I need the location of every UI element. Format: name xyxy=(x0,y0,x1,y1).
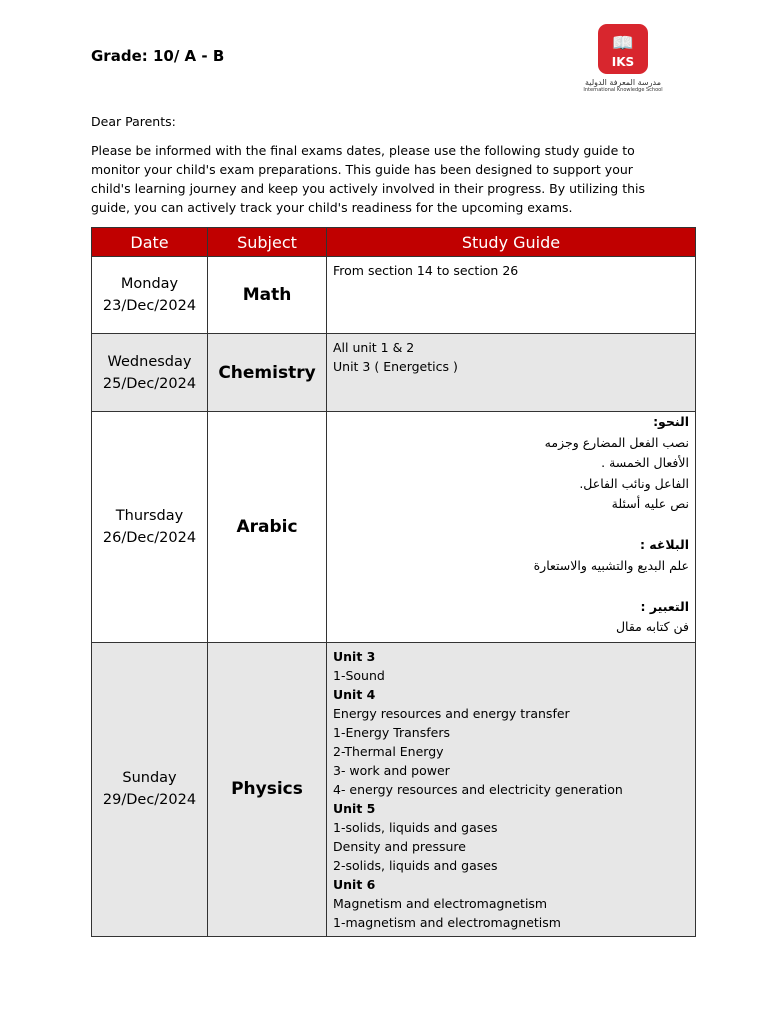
study-guide-line: Unit 5 xyxy=(333,800,376,816)
exam-schedule-table xyxy=(91,227,696,937)
column-header-date: Date xyxy=(92,228,208,257)
subject-cell: Chemistry xyxy=(208,334,327,412)
study-guide-line: الفاعل ونائب الفاعل. xyxy=(579,475,689,491)
exam-date-cell xyxy=(92,334,208,412)
subject-cell: Physics xyxy=(208,642,327,936)
table-row xyxy=(92,257,696,334)
exam-date: 26/Dec/2024 xyxy=(102,529,197,546)
greeting: Dear Parents: xyxy=(91,114,176,129)
subject-cell: Arabic xyxy=(208,412,327,643)
study-guide-line: Unit 4 xyxy=(333,686,376,702)
study-guide-line: 4- energy resources and electricity generation xyxy=(333,781,623,797)
study-guide-line xyxy=(333,515,689,536)
study-guide-line: All unit 1 & 2 xyxy=(333,340,415,355)
study-guide-line: 3- work and power xyxy=(333,762,450,778)
study-guide-line xyxy=(333,576,689,597)
study-guide-line: Unit 3 xyxy=(333,648,376,664)
study-guide-line: نصب الفعل المضارع وجزمه xyxy=(544,434,689,450)
exam-day: Thursday xyxy=(115,507,184,524)
study-guide-cell xyxy=(327,334,696,412)
study-guide-line: 1-solids, liquids and gases xyxy=(333,819,498,835)
study-guide-line: Unit 3 ( Energetics ) xyxy=(333,359,458,374)
table-row xyxy=(92,412,696,643)
study-guide-line: 1-Energy Transfers xyxy=(333,724,450,740)
study-guide-line: 1-magnetism and electromagnetism xyxy=(333,914,561,930)
study-guide-line: نص عليه أسئلة xyxy=(611,496,689,511)
exam-day: Monday xyxy=(120,276,179,292)
logo-initials: IKS xyxy=(611,55,635,69)
study-guide-line: النحو: xyxy=(653,414,689,429)
study-guide-cell xyxy=(327,412,696,643)
study-guide-line: التعبير : xyxy=(640,598,689,614)
exam-date-cell xyxy=(92,412,208,643)
study-guide-line: Energy resources and energy transfer xyxy=(333,705,570,721)
intro-paragraph: Please be informed with the final exams dates, please use the following study guide to monitor your child's exam preparations. This guide has been designed to support your child's learning journey and keep you actively involved in their progress. By utilizing this guide, you can actively track your child's readiness for the upcoming exams. xyxy=(91,143,646,215)
exam-day: Wednesday xyxy=(107,353,192,370)
study-guide-line: فن كتابه مقال xyxy=(615,619,689,634)
study-guide-line: From section 14 to section 26 xyxy=(333,263,519,278)
column-header-study-guide: Study Guide xyxy=(327,228,696,257)
study-guide-line: علم البديع والتشبيه والاستعارة xyxy=(533,557,689,573)
exam-date-cell xyxy=(92,257,208,334)
school-logo xyxy=(578,24,668,93)
exam-day: Sunday xyxy=(122,770,177,786)
exam-date: 29/Dec/2024 xyxy=(102,792,197,808)
exam-date: 25/Dec/2024 xyxy=(102,375,197,392)
exam-date-cell xyxy=(92,642,208,936)
exam-date: 23/Dec/2024 xyxy=(102,298,197,314)
study-guide-line: 2-Thermal Energy xyxy=(333,743,444,759)
logo-english-name: International Knowledge School xyxy=(583,87,663,93)
study-guide-line: Unit 6 xyxy=(333,876,376,892)
subject-cell: Math xyxy=(208,257,327,334)
table-row xyxy=(92,642,696,936)
study-guide-line: Density and pressure xyxy=(333,838,466,854)
study-guide-line: الأفعال الخمسة . xyxy=(601,455,689,470)
study-guide-line: 2-solids, liquids and gases xyxy=(333,857,498,873)
table-row xyxy=(92,334,696,412)
book-icon: 📖 xyxy=(611,33,635,54)
column-header-subject: Subject xyxy=(208,228,327,257)
study-guide-line: 1-Sound xyxy=(333,667,385,683)
study-guide-line: Magnetism and electromagnetism xyxy=(333,895,548,911)
logo-arabic-name: مدرسة المعرفة الدولية xyxy=(585,78,661,87)
study-guide-line: البلاغه : xyxy=(639,537,689,552)
study-guide-cell xyxy=(327,257,696,334)
study-guide-cell xyxy=(327,642,696,936)
grade-heading: Grade: 10/ A - B xyxy=(91,47,225,65)
